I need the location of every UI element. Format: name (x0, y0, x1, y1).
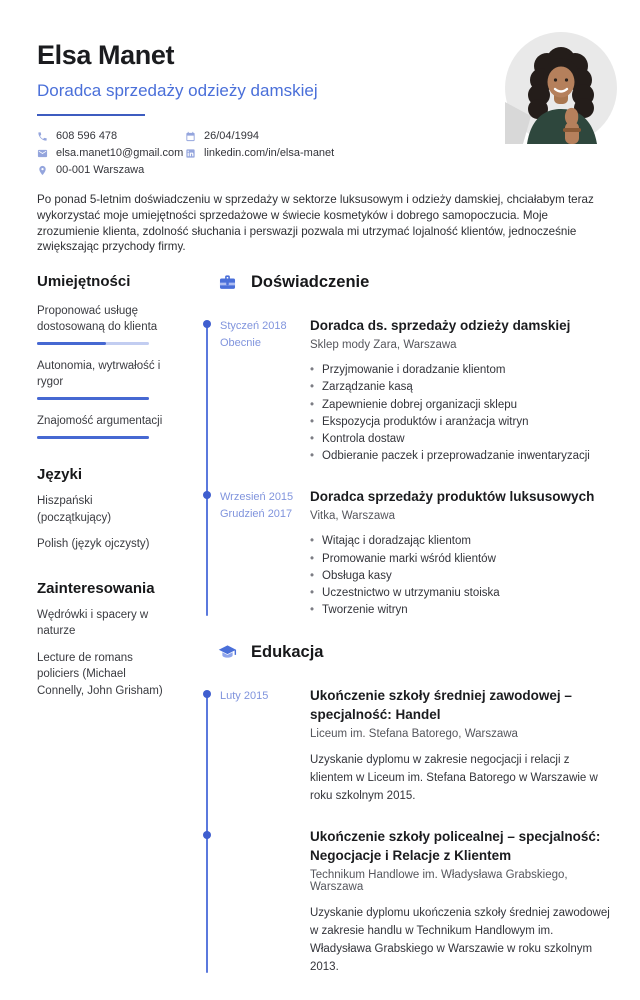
date: Luty 2015 (220, 690, 269, 703)
organization: Sklep mody Zara, Warszawa (310, 339, 457, 352)
bullet-item: • Kontrola dostaw (310, 431, 612, 448)
entry-content (310, 827, 612, 976)
entry-dates (220, 316, 310, 465)
bullet-item: • Obsługa kasy (310, 568, 612, 585)
organization: Vitka, Warszawa (310, 510, 395, 523)
skill-label: Znajomość argumentacji (37, 415, 163, 428)
skill-item (37, 303, 167, 345)
bullet-item: • Ekspozycja produktów i aranżacja witryn (310, 414, 612, 431)
skill-bar-track (37, 342, 149, 345)
email-icon (37, 148, 48, 159)
contact-column-right (185, 130, 334, 176)
entry-dates (220, 686, 310, 805)
interest-item: Wędrówki i spacery w naturze (37, 608, 149, 638)
skill-bar-track (37, 436, 149, 439)
language-item: Hiszpański (początkujący) (37, 495, 112, 524)
contact-email (37, 147, 185, 159)
experience-timeline (203, 316, 612, 619)
birthdate-value: 26/04/1994 (204, 130, 260, 142)
degree-description: Uzyskanie dyplomu w zakresie negocjacji i relacji z klientem w Liceum im. Stefana Batorego w Warszawie w roku szkolnym 2015. (310, 754, 598, 803)
timeline-dot (203, 491, 211, 499)
school: Technikum Handlowe im. Władysława Grabskiego, Warszawa (310, 869, 568, 894)
phone-value: 608 596 478 (56, 130, 118, 142)
bullet-item: • Uczestnictwo w utrzymaniu stoiska (310, 585, 612, 602)
entry-content (310, 487, 612, 619)
degree-title: Ukończenie szkoły policealnej – specjalność: Negocjacje i Relacje z Klientem (310, 829, 601, 864)
graduation-cap-icon (218, 643, 237, 662)
sidebar (37, 273, 167, 1000)
skill-label: Autonomia, wytrwałość i rygor (37, 360, 161, 389)
header (0, 0, 640, 116)
school: Liceum im. Stefana Batorego, Warszawa (310, 728, 518, 741)
address-value: 00-001 Warszawa (56, 164, 145, 176)
contact-birthdate (185, 130, 334, 142)
profile-summary: Po ponad 5-letnim doświadczeniu w sprzedaży w sektorze luksusowym i odzieży damskiej, chciałabym teraz wykorzystać moje umiejętności sprzedażowe w świecie kosmetyków i dobrego samopoczucia. Moje zrozumienie klienta, zdolność słuchania i perswazji pozwala mi utrzymać lojalność klientów, jednocześnie zwiększając przychody firmy. (37, 193, 594, 254)
experience-title: Doświadczenie (251, 273, 370, 292)
skill-item (37, 358, 167, 400)
role-title: Doradca sprzedaży produktów luksusowych (310, 489, 595, 505)
job-title: Doradca sprzedaży odzieży damskiej (37, 81, 318, 100)
profile-photo (505, 32, 617, 144)
bullet-item: • Promowanie marki wśród klientów (310, 551, 612, 568)
education-entry (220, 827, 612, 976)
entry-dates (220, 487, 310, 619)
education-entry (220, 686, 612, 805)
linkedin-value[interactable]: linkedin.com/in/elsa-manet (204, 147, 335, 159)
date-end: Grudzień 2017 (220, 508, 293, 521)
languages-section (37, 466, 167, 553)
education-section (203, 643, 612, 976)
language-item: Polish (język ojczysty) (37, 538, 150, 551)
role-title: Doradca ds. sprzedaży odzieży damskiej (310, 318, 571, 334)
experience-header (203, 273, 612, 292)
timeline-dot (203, 690, 211, 698)
email-value[interactable]: elsa.manet10@gmail.com (56, 147, 184, 159)
languages-heading: Języki (37, 466, 83, 484)
experience-section (203, 273, 612, 619)
portrait-illustration (505, 32, 617, 144)
linkedin-icon (185, 148, 196, 159)
skill-label: Proponować usługę dostosowaną do klienta (37, 305, 158, 334)
contact-address (37, 164, 185, 176)
location-icon (37, 165, 48, 176)
experience-entry (220, 316, 612, 465)
date-end: Obecnie (220, 337, 261, 350)
skill-item (37, 413, 167, 439)
title-divider (37, 114, 145, 116)
date-start: Wrzesień 2015 (220, 491, 294, 504)
bullet-item: • Tworzenie witryn (310, 602, 612, 619)
education-header (203, 643, 612, 662)
timeline-dot (203, 320, 211, 328)
entry-content (310, 686, 612, 805)
contact-phone (37, 130, 185, 142)
skill-bar-fill (37, 397, 149, 400)
education-timeline (203, 686, 612, 976)
bullet-item: • Odbieranie paczek i przeprowadzanie inwentaryzacji (310, 448, 612, 465)
interests-section (37, 580, 167, 700)
body-columns (0, 273, 640, 1000)
entry-content (310, 316, 612, 465)
bullet-list (310, 533, 612, 619)
phone-icon (37, 131, 48, 142)
bullet-list (310, 362, 612, 465)
contact-column-left (37, 130, 185, 176)
skills-heading: Umiejętności (37, 273, 131, 291)
education-title: Edukacja (251, 643, 324, 662)
skill-bar-fill (37, 436, 149, 439)
person-name: Elsa Manet (37, 40, 175, 70)
skill-bar-track (37, 397, 149, 400)
bullet-item: • Zapewnienie dobrej organizacji sklepu (310, 397, 612, 414)
bullet-item: • Przyjmowanie i doradzanie klientom (310, 362, 612, 379)
contact-linkedin (185, 147, 334, 159)
timeline-dot (203, 831, 211, 839)
degree-title: Ukończenie szkoły średniej zawodowej – specjalność: Handel (310, 688, 572, 723)
degree-description: Uzyskanie dyplomu ukończenia szkoły średniej zawodowej w zakresie handlu w Technikum Handlowym im. Władysława Grabskiego w Warszawie w roku szkolnym 2013. (310, 907, 610, 974)
timeline-line (206, 321, 208, 616)
bullet-item: • Witając i doradzając klientom (310, 533, 612, 550)
calendar-icon (185, 131, 196, 142)
experience-entry (220, 487, 612, 619)
main-column (203, 273, 612, 1000)
skill-bar-fill (37, 342, 106, 345)
briefcase-icon (218, 273, 237, 292)
entry-dates (220, 827, 310, 976)
interest-item: Lecture de romans policiers (Michael Connelly, John Grisham) (37, 651, 163, 697)
bullet-item: • Zarządzanie kasą (310, 379, 612, 396)
interests-heading: Zainteresowania (37, 579, 155, 597)
date-start: Styczeń 2018 (220, 320, 287, 333)
